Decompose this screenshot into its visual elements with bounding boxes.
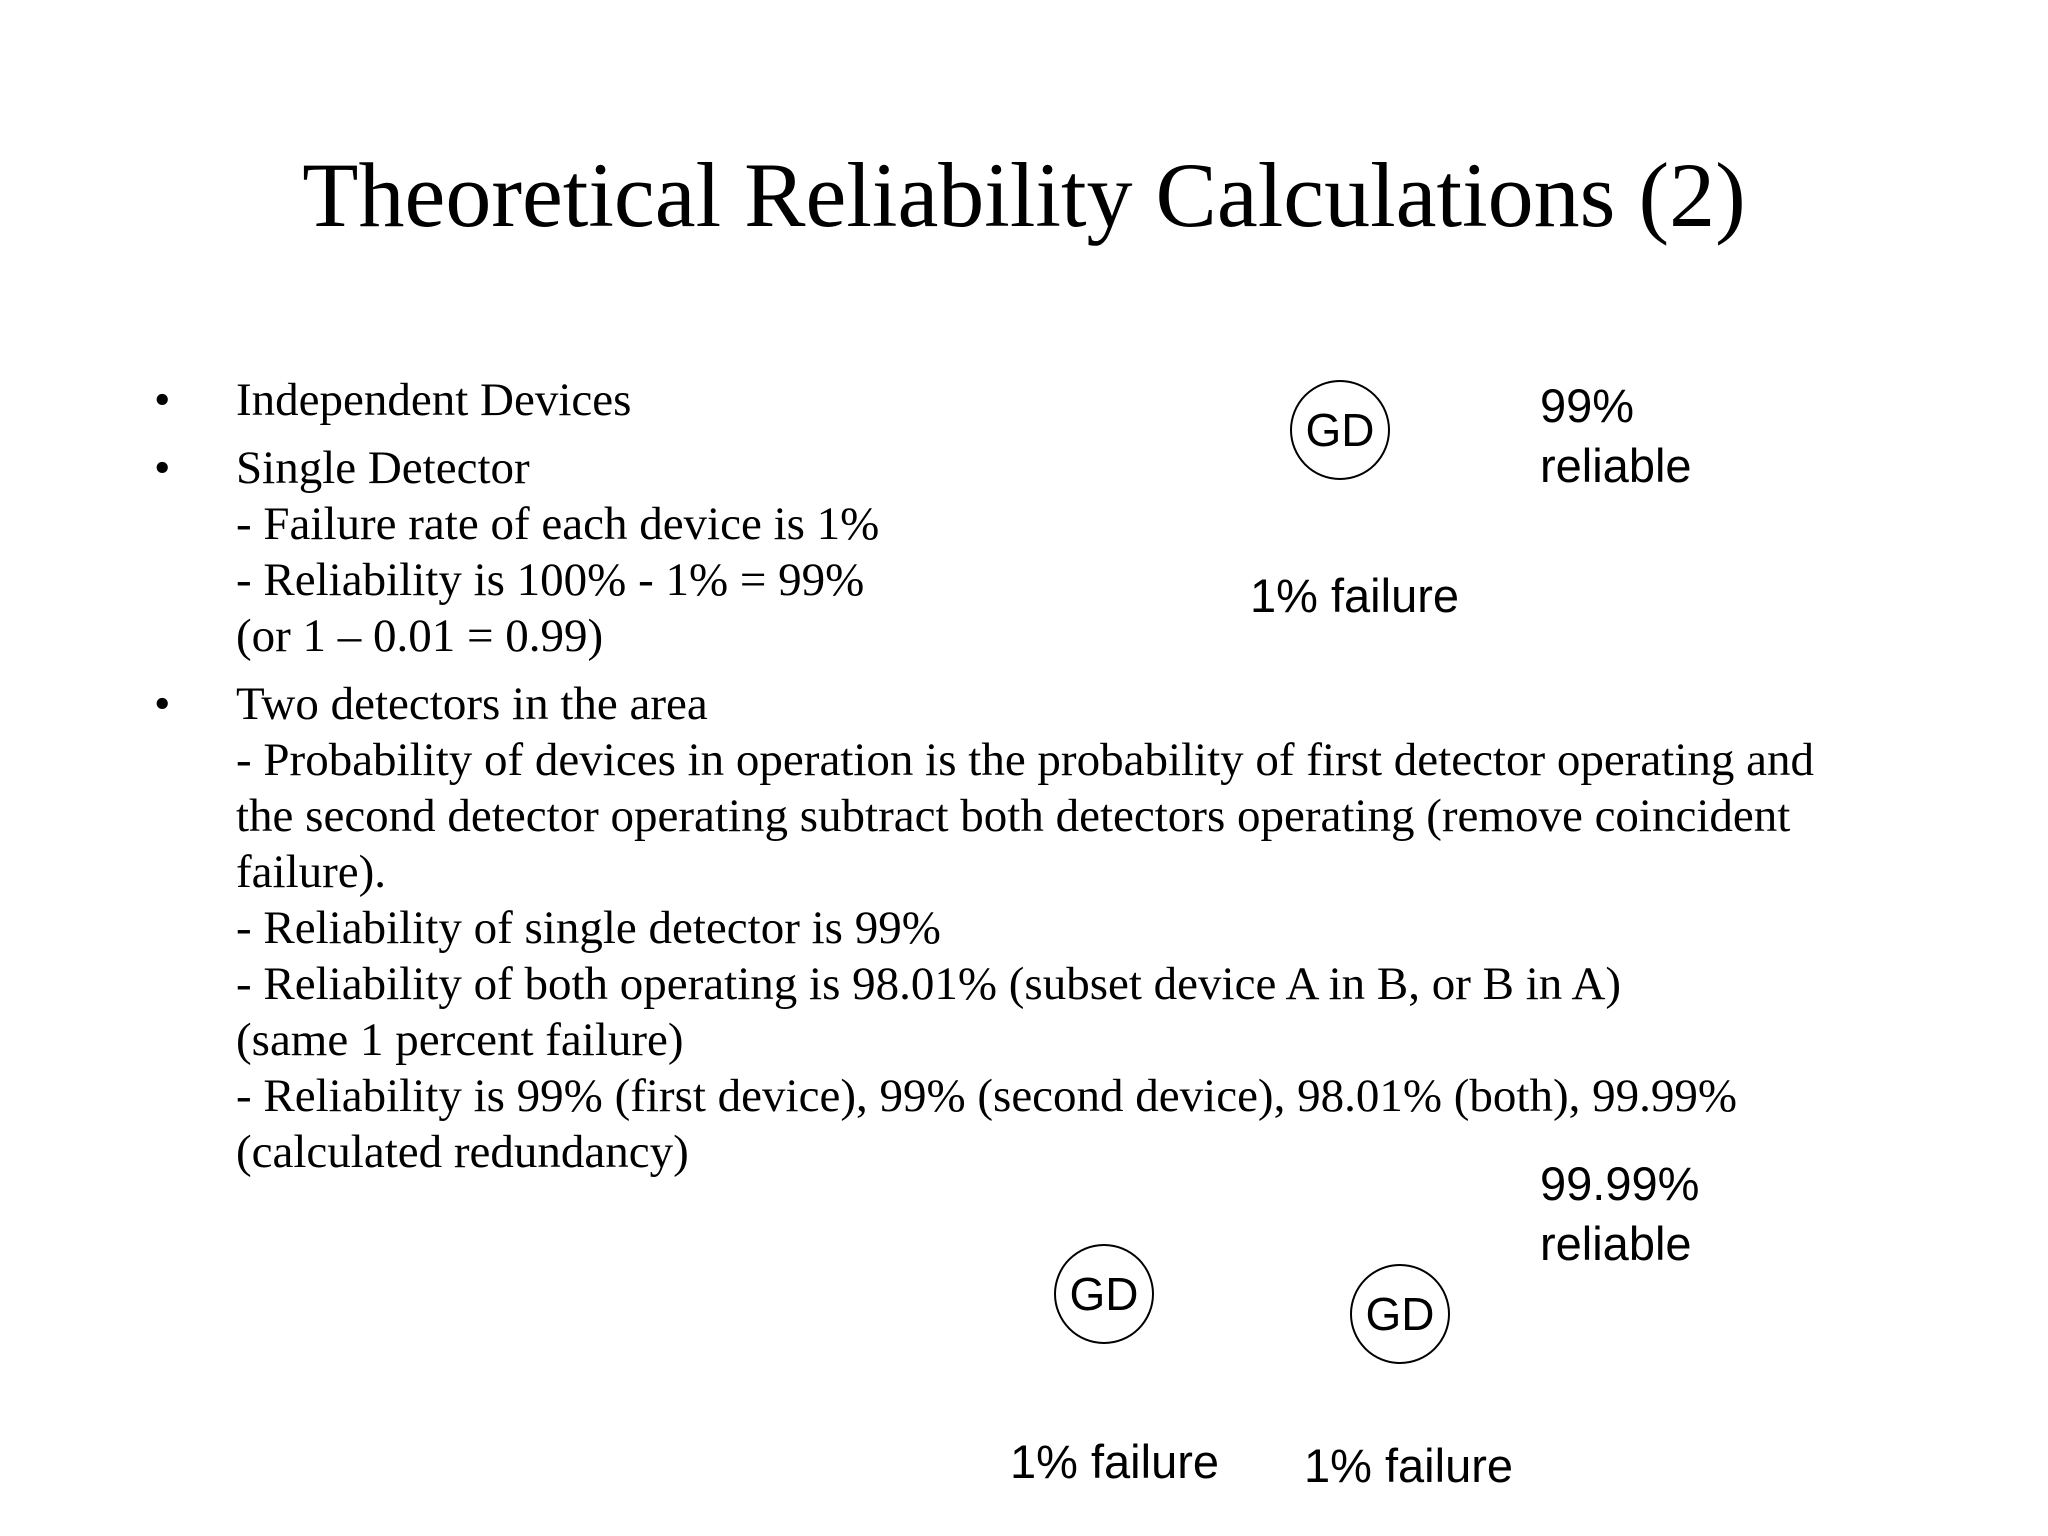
failure-a-label: 1% failure	[1010, 1435, 1219, 1488]
redundant-reliability-percent: 99.99%	[1540, 1157, 1700, 1210]
reliability-percent: 99%	[1540, 379, 1635, 432]
redundant-reliability-caption: reliable	[1540, 1217, 1692, 1270]
failure-b-label: 1% failure	[1304, 1439, 1513, 1492]
bullet-text-line: (calculated redundancy)	[236, 1126, 689, 1178]
gas-detector-b-label: GD	[1365, 1288, 1435, 1340]
bullet-independent-devices: Independent Devices	[236, 374, 632, 426]
bullet-text-line: - Failure rate of each device is 1%	[236, 498, 880, 550]
reliability-caption: reliable	[1540, 439, 1692, 492]
gas-detector-label: GD	[1305, 404, 1375, 456]
gas-detector-a-circle	[1054, 1244, 1154, 1344]
bullet-text-line: - Probability of devices in operation is the probability of first detector operating and	[236, 734, 1814, 786]
bullet-text-line: (same 1 percent failure)	[236, 1014, 684, 1066]
bullet-text-line: - Reliability is 99% (first device), 99% (second device), 98.01% (both), 99.99%	[236, 1070, 1737, 1122]
bullet-marker: •	[154, 442, 171, 494]
failure-label: 1% failure	[1250, 569, 1459, 622]
bullet-text-line: the second detector operating subtract both detectors operating (remove coincident	[236, 790, 1791, 842]
bullet-text-line: (or 1 – 0.01 = 0.99)	[236, 610, 604, 662]
bullet-text-line: - Reliability is 100% - 1% = 99%	[236, 554, 865, 606]
bullet-single-detector: Single Detector	[236, 442, 530, 494]
gas-detector-b-circle	[1350, 1264, 1450, 1364]
gas-detector-circle	[1290, 380, 1390, 480]
slide-title: Theoretical Reliability Calculations (2)	[302, 144, 1746, 246]
bullet-marker: •	[154, 374, 171, 426]
bullet-two-detectors: Two detectors in the area	[236, 678, 708, 730]
bullet-marker: •	[154, 678, 171, 730]
bullet-text-line: failure).	[236, 846, 387, 898]
bullet-text-line: - Reliability of both operating is 98.01% (subset device A in B, or B in A)	[236, 958, 1622, 1010]
bullet-text-line: - Reliability of single detector is 99%	[236, 902, 941, 954]
gas-detector-a-label: GD	[1069, 1268, 1139, 1320]
